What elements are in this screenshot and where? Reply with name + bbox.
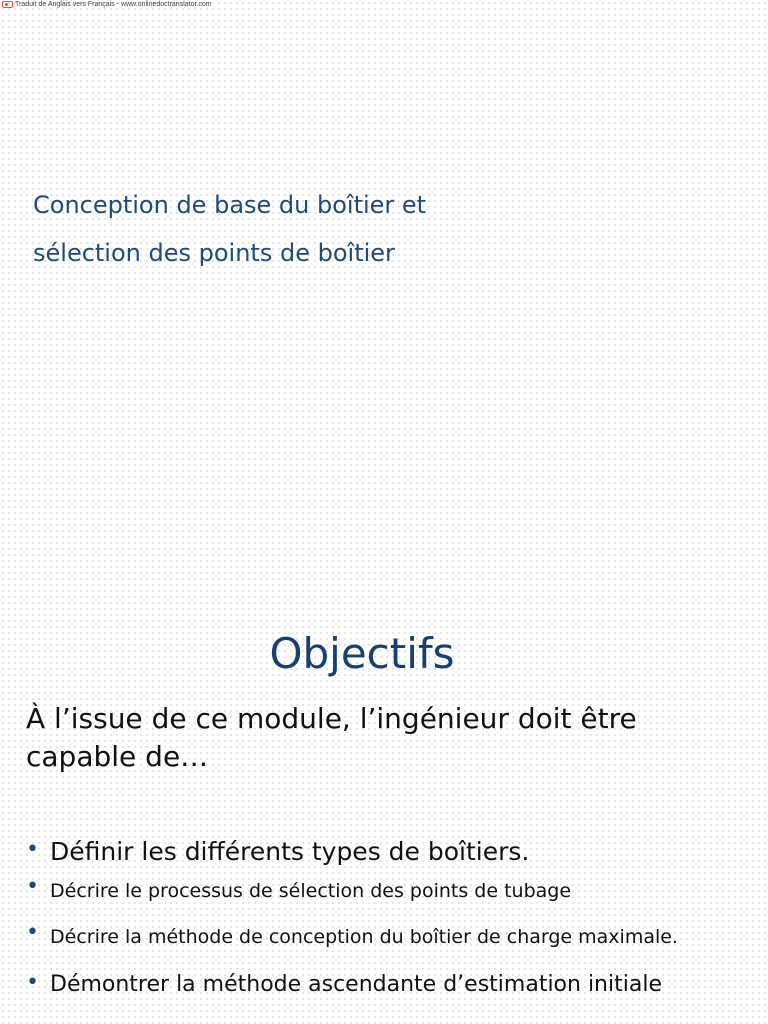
objectives-heading: Objectifs — [269, 629, 455, 678]
objective-text: Décrire la méthode de conception du boîtier de charge maximale. — [50, 926, 678, 948]
objective-item — [26, 968, 746, 1008]
objective-text: Démontrer la méthode ascendante d’estimation initiale — [50, 972, 662, 997]
objective-text: Décrire le processus de sélection des points de tubage — [50, 880, 572, 902]
bullet-icon: • — [26, 920, 39, 945]
bullet-icon: • — [26, 874, 39, 899]
objective-item — [26, 832, 746, 876]
bullet-icon: • — [26, 970, 39, 995]
objective-text: Définir les différents types de boîtiers. — [50, 837, 530, 866]
translator-logo-icon — [2, 1, 13, 8]
translator-banner — [2, 0, 212, 9]
bullet-icon: • — [26, 837, 39, 862]
objectives-list — [26, 832, 746, 1008]
document-title — [33, 181, 633, 277]
translator-banner-text: Traduit de Anglais vers Français - www.onlinedoctranslator.com — [15, 1, 212, 8]
objective-item — [26, 876, 746, 922]
objectives-intro: À l’issue de ce module, l’ingénieur doit être capable de… — [26, 702, 637, 773]
document-title-line-2: sélection des points de boîtier — [33, 239, 395, 267]
objective-item — [26, 922, 746, 968]
document-title-line-1: Conception de base du boîtier et — [33, 191, 427, 219]
